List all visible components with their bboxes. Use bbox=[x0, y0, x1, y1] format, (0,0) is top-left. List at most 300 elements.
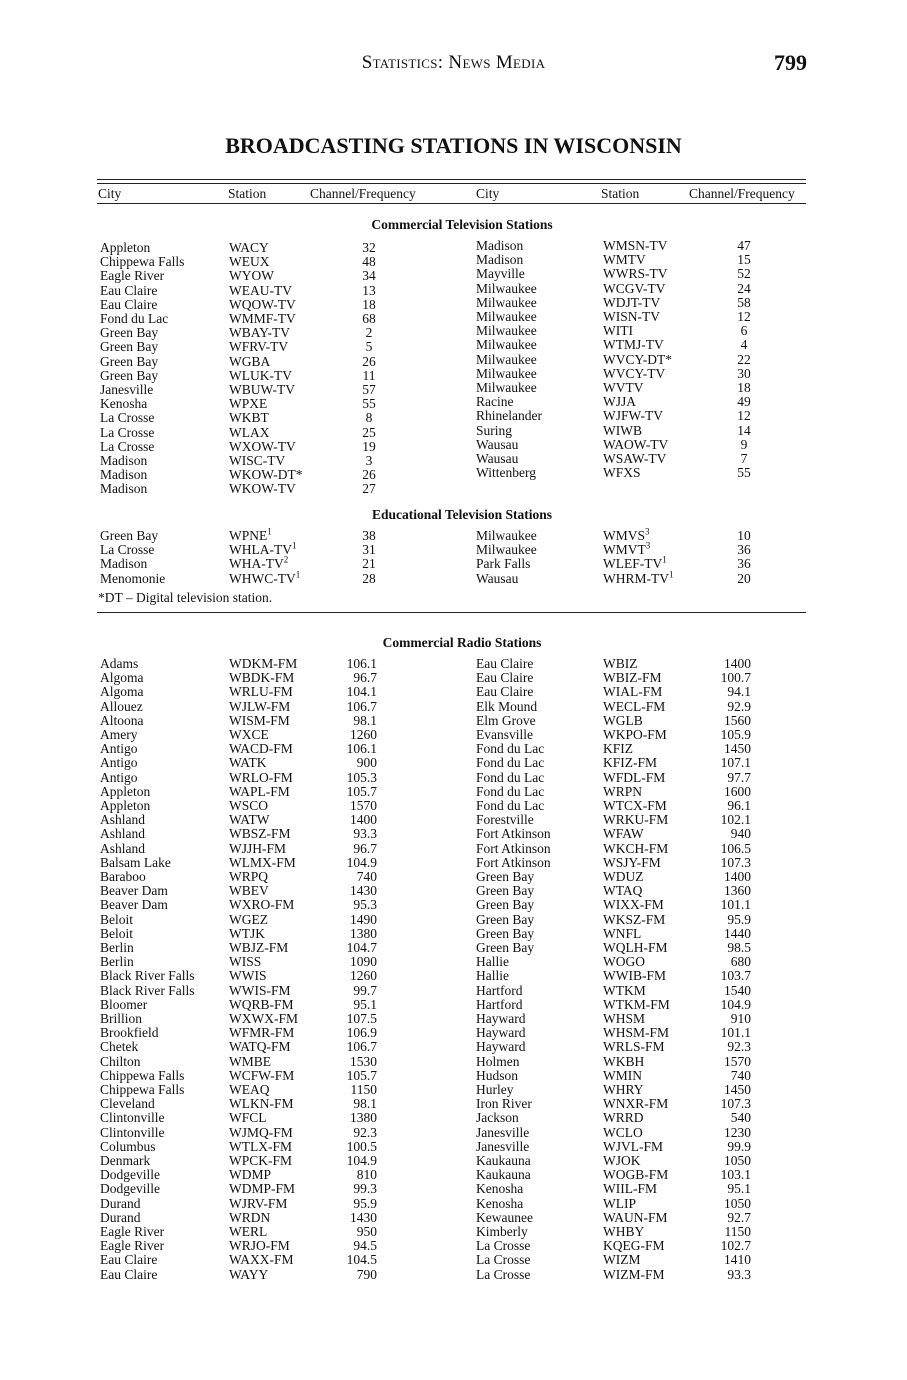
frequency-cell: 24 bbox=[737, 280, 751, 296]
frequency-cell: 900 bbox=[356, 755, 377, 771]
frequency-cell: 34 bbox=[362, 268, 376, 284]
frequency-cell: 95.9 bbox=[353, 1195, 377, 1211]
station-cell: WLKN-FM bbox=[229, 1096, 294, 1112]
city-cell: Milwaukee bbox=[476, 323, 537, 339]
table-row bbox=[0, 1097, 907, 1111]
station-cell: WNXR-FM bbox=[603, 1096, 669, 1112]
station-cell: WBAY-TV bbox=[229, 325, 291, 341]
city-cell: Madison bbox=[476, 238, 524, 253]
station-cell: WWIS bbox=[229, 968, 267, 984]
station-cell: WJMQ-FM bbox=[229, 1124, 293, 1140]
frequency-cell: 1530 bbox=[350, 1053, 377, 1069]
frequency-cell: 8 bbox=[365, 410, 373, 426]
frequency-cell: 49 bbox=[737, 394, 751, 410]
city-cell: Eau Claire bbox=[100, 1252, 158, 1268]
station-cell: WTKM bbox=[603, 982, 646, 998]
frequency-cell: 38 bbox=[362, 528, 376, 543]
city-cell: Hartford bbox=[476, 996, 523, 1012]
table-row bbox=[0, 685, 907, 699]
city-cell: Denmark bbox=[100, 1153, 151, 1168]
frequency-cell: 680 bbox=[730, 954, 751, 970]
station-cell: WDJT-TV bbox=[603, 294, 661, 310]
station-cell: WJLW-FM bbox=[229, 698, 291, 714]
city-cell: Beaver Dam bbox=[100, 897, 168, 913]
frequency-cell: 92.7 bbox=[727, 1209, 751, 1225]
frequency-cell: 1230 bbox=[724, 1124, 751, 1140]
city-cell: Fond du Lac bbox=[476, 755, 545, 771]
frequency-cell: 810 bbox=[356, 1167, 377, 1183]
station-cell: WISM-FM bbox=[229, 712, 290, 728]
frequency-cell: 18 bbox=[362, 296, 376, 312]
frequency-cell: 107.1 bbox=[720, 755, 751, 771]
station-cell: WRLO-FM bbox=[229, 769, 293, 785]
city-cell: Brillion bbox=[100, 1011, 143, 1026]
frequency-cell: 950 bbox=[356, 1224, 377, 1239]
city-cell: Green Bay bbox=[476, 911, 535, 927]
table-row bbox=[0, 353, 907, 367]
station-cell: WATW bbox=[229, 812, 270, 828]
column-header-station: Station bbox=[228, 186, 267, 201]
footnote-mark: 1 bbox=[662, 554, 667, 565]
station-cell: WTJK bbox=[229, 925, 265, 941]
city-cell: Kewaunee bbox=[476, 1209, 533, 1225]
frequency-cell: 30 bbox=[737, 365, 751, 381]
station-cell: WPCK-FM bbox=[229, 1153, 293, 1168]
table-row bbox=[0, 1040, 907, 1054]
city-cell: Janesville bbox=[476, 1124, 530, 1140]
city-cell: Milwaukee bbox=[476, 309, 537, 324]
city-cell: Algoma bbox=[100, 684, 144, 700]
frequency-cell: 3 bbox=[365, 453, 373, 468]
table-row bbox=[0, 884, 907, 898]
frequency-cell: 107.3 bbox=[720, 1096, 751, 1112]
frequency-cell: 101.1 bbox=[720, 1025, 751, 1041]
station-cell: WDMP-FM bbox=[229, 1181, 296, 1197]
header-rule bbox=[97, 203, 806, 204]
city-cell: La Crosse bbox=[100, 410, 155, 426]
footnote-mark: 3 bbox=[645, 526, 650, 537]
city-cell: Green Bay bbox=[100, 325, 159, 341]
table-row bbox=[0, 998, 907, 1012]
station-cell: WHLA-$TV^1$ bbox=[229, 540, 297, 558]
footnote: *DT – Digital television station. bbox=[98, 590, 273, 605]
frequency-cell: 106.9 bbox=[346, 1025, 377, 1041]
station-cell: KQEG-FM bbox=[603, 1238, 665, 1254]
frequency-cell: 47 bbox=[737, 238, 751, 253]
station-cell: WOGO bbox=[603, 954, 645, 970]
station-cell: WFAW bbox=[603, 826, 644, 842]
frequency-cell: 1400 bbox=[724, 656, 751, 671]
frequency-cell: 1150 bbox=[350, 1082, 377, 1097]
frequency-cell: 1090 bbox=[350, 954, 377, 970]
frequency-cell: 9 bbox=[740, 436, 748, 452]
city-cell: Hartford bbox=[476, 982, 523, 998]
city-cell: Park Falls bbox=[476, 556, 531, 572]
frequency-cell: 96.7 bbox=[353, 670, 377, 686]
frequency-cell: 1490 bbox=[350, 911, 377, 927]
city-cell: Madison bbox=[100, 481, 148, 497]
city-cell: Wausau bbox=[476, 451, 519, 466]
frequency-cell: 1380 bbox=[350, 925, 377, 941]
table-row bbox=[0, 1168, 907, 1182]
station-cell: WTLX-FM bbox=[229, 1138, 292, 1154]
station-cell: WAPL-FM bbox=[229, 783, 290, 799]
frequency-cell: 12 bbox=[737, 408, 751, 424]
frequency-cell: 96.1 bbox=[727, 798, 751, 813]
frequency-cell: 1600 bbox=[724, 783, 751, 799]
table-row bbox=[0, 1083, 907, 1097]
city-cell: Kimberly bbox=[476, 1224, 528, 1239]
city-cell: Hayward bbox=[476, 1039, 526, 1055]
column-header-station: Station bbox=[601, 186, 640, 201]
table-row bbox=[0, 482, 907, 496]
table-row bbox=[0, 1239, 907, 1253]
frequency-cell: 95.9 bbox=[727, 911, 751, 927]
city-cell: Dodgeville bbox=[100, 1181, 160, 1197]
table-row bbox=[0, 424, 907, 438]
station-cell: WIIL-FM bbox=[603, 1181, 657, 1197]
city-cell: La Crosse bbox=[476, 1252, 531, 1268]
station-cell: WOGB-FM bbox=[603, 1167, 669, 1183]
frequency-cell: 92.9 bbox=[727, 698, 751, 714]
frequency-cell: 48 bbox=[362, 254, 376, 270]
city-cell: Milwaukee bbox=[476, 337, 537, 353]
city-cell: Fond du Lac bbox=[476, 741, 545, 757]
station-cell: WFXS bbox=[603, 465, 641, 481]
station-cell: WHBY bbox=[603, 1224, 645, 1239]
city-cell: Columbus bbox=[100, 1138, 156, 1154]
table-row bbox=[0, 657, 907, 671]
frequency-cell: 102.7 bbox=[720, 1238, 751, 1254]
section-title-educational-tv: Educational Television Stations bbox=[371, 507, 553, 522]
station-cell: WNFL bbox=[603, 925, 642, 941]
frequency-cell: 1400 bbox=[350, 812, 377, 828]
frequency-cell: 1570 bbox=[724, 1053, 751, 1069]
city-cell: Hayward bbox=[476, 1025, 526, 1041]
station-cell: WKOW-DT* bbox=[229, 467, 303, 483]
station-cell: WKCH-FM bbox=[603, 840, 669, 856]
table-row bbox=[0, 700, 907, 714]
city-cell: Iron River bbox=[476, 1096, 532, 1112]
city-cell: Hurley bbox=[476, 1082, 514, 1097]
city-cell: Bloomer bbox=[100, 996, 148, 1012]
city-cell: Eagle River bbox=[100, 1238, 165, 1254]
frequency-cell: 95.3 bbox=[353, 897, 377, 913]
city-cell: Chippewa Falls bbox=[100, 1082, 185, 1097]
table-row bbox=[0, 367, 907, 381]
table-row bbox=[0, 452, 907, 466]
city-cell: Eau Claire bbox=[476, 670, 534, 686]
city-cell: Berlin bbox=[100, 954, 134, 970]
station-cell: WKPO-FM bbox=[603, 727, 667, 742]
frequency-cell: 27 bbox=[362, 481, 376, 497]
station-cell: WBSZ-FM bbox=[229, 826, 291, 842]
frequency-cell: 98.1 bbox=[353, 1096, 377, 1112]
table-row bbox=[0, 913, 907, 927]
frequency-cell: 11 bbox=[362, 367, 376, 383]
city-cell: Janesville bbox=[100, 382, 154, 397]
table-row bbox=[0, 842, 907, 856]
station-cell: WJRV-FM bbox=[229, 1195, 288, 1211]
top-rule bbox=[97, 179, 806, 180]
column-header-city: City bbox=[476, 186, 500, 201]
station-cell: WBDK-FM bbox=[229, 670, 295, 686]
station-cell: WCGV-TV bbox=[603, 280, 666, 296]
station-cell: WVCY-DT* bbox=[603, 351, 672, 367]
frequency-cell: 105.7 bbox=[346, 783, 377, 799]
frequency-cell: 18 bbox=[737, 380, 751, 395]
station-cell: WGLB bbox=[603, 712, 643, 728]
frequency-cell: 106.7 bbox=[346, 698, 377, 714]
city-cell: Fond du Lac bbox=[476, 798, 545, 813]
station-cell: WIAL-FM bbox=[603, 684, 663, 700]
station-cell: WACD-FM bbox=[229, 741, 293, 757]
frequency-cell: 55 bbox=[362, 396, 376, 412]
station-cell: WHRY bbox=[603, 1082, 644, 1097]
station-cell: WWIS-FM bbox=[229, 982, 291, 998]
table-row bbox=[0, 438, 907, 452]
station-cell: WCFW-FM bbox=[229, 1067, 295, 1083]
station-cell: WHSM bbox=[603, 1011, 646, 1026]
station-cell: WFCL bbox=[229, 1110, 267, 1126]
station-cell: WRRD bbox=[603, 1110, 644, 1126]
station-cell: WISS bbox=[229, 954, 262, 970]
section-title-commercial-tv: Commercial Television Stations bbox=[371, 217, 553, 232]
frequency-cell: 10 bbox=[737, 528, 751, 543]
section-title-commercial-radio: Commercial Radio Stations bbox=[382, 635, 542, 650]
frequency-cell: 106.1 bbox=[346, 656, 377, 671]
city-cell: Milwaukee bbox=[476, 280, 537, 296]
frequency-cell: 99.9 bbox=[727, 1138, 751, 1154]
station-cell: WBIZ-FM bbox=[603, 670, 662, 686]
frequency-cell: 1430 bbox=[350, 1209, 377, 1225]
frequency-cell: 1380 bbox=[350, 1110, 377, 1126]
city-cell: Rhinelander bbox=[476, 408, 542, 424]
city-cell: Durand bbox=[100, 1195, 141, 1211]
frequency-cell: 1540 bbox=[724, 982, 751, 998]
station-cell: WJFW-TV bbox=[603, 408, 663, 424]
frequency-cell: 52 bbox=[737, 266, 751, 282]
frequency-cell: 104.7 bbox=[346, 940, 377, 955]
city-cell: Altoona bbox=[100, 712, 144, 728]
table-row bbox=[0, 1154, 907, 1168]
table-row bbox=[0, 381, 907, 395]
station-cell: WATK bbox=[229, 755, 267, 771]
station-cell: WEAU-TV bbox=[229, 282, 292, 298]
frequency-cell: 98.1 bbox=[353, 712, 377, 728]
frequency-cell: 104.9 bbox=[346, 1153, 377, 1168]
city-cell: Appleton bbox=[100, 240, 151, 255]
city-cell: Green Bay bbox=[476, 897, 535, 913]
city-cell: Wausau bbox=[476, 570, 519, 586]
table-row bbox=[0, 728, 907, 742]
table-row bbox=[0, 771, 907, 785]
station-cell: WGEZ bbox=[229, 911, 268, 927]
city-cell: Green Bay bbox=[476, 925, 535, 941]
city-cell: Clintonville bbox=[100, 1124, 165, 1140]
city-cell: La Crosse bbox=[476, 1266, 531, 1282]
table-row bbox=[0, 1140, 907, 1154]
city-cell: Durand bbox=[100, 1209, 141, 1225]
table-row bbox=[0, 1268, 907, 1282]
frequency-cell: 1260 bbox=[350, 727, 377, 742]
station-cell: WVCY-TV bbox=[603, 365, 666, 381]
station-cell: WLAX bbox=[229, 424, 270, 440]
frequency-cell: 940 bbox=[730, 826, 751, 842]
frequency-cell: 107.3 bbox=[720, 854, 751, 870]
station-cell: WEUX bbox=[229, 254, 270, 270]
city-cell: Green Bay bbox=[100, 528, 159, 543]
frequency-cell: 1430 bbox=[350, 883, 377, 899]
frequency-cell: 106.1 bbox=[346, 741, 377, 757]
city-cell: Green Bay bbox=[100, 367, 159, 383]
city-cell: Chippewa Falls bbox=[100, 254, 185, 270]
frequency-cell: 103.7 bbox=[720, 968, 751, 984]
table-row bbox=[0, 714, 907, 728]
table-row bbox=[0, 799, 907, 813]
frequency-cell: 1560 bbox=[724, 712, 751, 728]
table-row bbox=[0, 394, 907, 412]
city-cell: Janesville bbox=[476, 1138, 530, 1154]
station-cell: WERL bbox=[229, 1224, 268, 1239]
frequency-cell: 96.7 bbox=[353, 840, 377, 856]
table-row bbox=[0, 671, 907, 685]
station-cell: WRLS-FM bbox=[603, 1039, 665, 1055]
city-cell: Black River Falls bbox=[100, 968, 195, 984]
city-cell: Fond du Lac bbox=[476, 769, 545, 785]
station-cell: WAUN-FM bbox=[603, 1209, 668, 1225]
table-row bbox=[0, 1253, 907, 1267]
station-cell: WWIB-FM bbox=[603, 968, 666, 984]
city-cell: Green Bay bbox=[100, 353, 159, 369]
station-cell: WSAW-TV bbox=[603, 451, 667, 466]
city-cell: Appleton bbox=[100, 798, 151, 813]
city-cell: La Crosse bbox=[100, 542, 155, 558]
frequency-cell: 790 bbox=[356, 1266, 377, 1282]
table-row bbox=[0, 927, 907, 941]
frequency-cell: 68 bbox=[362, 311, 376, 326]
city-cell: Fort Atkinson bbox=[476, 826, 551, 842]
station-cell: WKBH bbox=[603, 1053, 645, 1069]
station-cell: WXWX-FM bbox=[229, 1011, 298, 1026]
frequency-cell: 15 bbox=[737, 252, 751, 268]
station-cell: WACY bbox=[229, 240, 269, 255]
frequency-cell: 105.7 bbox=[346, 1067, 377, 1083]
station-cell: WKOW-TV bbox=[229, 481, 296, 497]
city-cell: Madison bbox=[100, 467, 148, 483]
station-cell: WQLH-FM bbox=[603, 940, 668, 955]
footnote-mark: 2 bbox=[283, 554, 289, 565]
city-cell: Beloit bbox=[100, 911, 133, 927]
city-cell: Dodgeville bbox=[100, 1167, 160, 1183]
city-cell: Hallie bbox=[476, 968, 509, 984]
table-row bbox=[0, 408, 907, 426]
station-cell: WMVT$^3$ bbox=[603, 540, 651, 558]
city-cell: La Crosse bbox=[476, 1238, 531, 1254]
frequency-cell: 910 bbox=[730, 1011, 751, 1026]
city-cell: Ashland bbox=[100, 840, 145, 856]
table-row bbox=[0, 526, 907, 543]
city-cell: Fort Atkinson bbox=[476, 840, 551, 856]
frequency-cell: 1360 bbox=[724, 883, 751, 899]
city-cell: Eau Claire bbox=[100, 1266, 158, 1282]
column-header-frequency: Channel/Frequency bbox=[689, 186, 795, 201]
table-row bbox=[0, 1026, 907, 1040]
city-cell: Antigo bbox=[100, 755, 138, 771]
city-cell: La Crosse bbox=[100, 424, 155, 440]
city-cell: Madison bbox=[100, 556, 148, 572]
table-row bbox=[0, 569, 907, 586]
city-cell: Racine bbox=[476, 394, 514, 410]
table-row bbox=[0, 1069, 907, 1083]
city-cell: Black River Falls bbox=[100, 982, 195, 998]
table-row bbox=[0, 1197, 907, 1211]
station-cell: WPNE$^1$ bbox=[229, 526, 272, 543]
station-cell: WQRB-FM bbox=[229, 996, 294, 1012]
city-cell: Beloit bbox=[100, 925, 133, 941]
frequency-cell: 22 bbox=[737, 351, 751, 367]
station-cell: WTMJ-TV bbox=[603, 337, 664, 353]
station-cell: WIXX-FM bbox=[603, 897, 664, 913]
frequency-cell: 95.1 bbox=[727, 1181, 751, 1197]
station-cell: WTAQ bbox=[603, 883, 643, 899]
table-row bbox=[0, 827, 907, 841]
frequency-cell: 36 bbox=[737, 542, 751, 558]
section-rule bbox=[97, 612, 806, 613]
city-cell: Madison bbox=[100, 453, 148, 468]
city-cell: Madison bbox=[476, 252, 524, 268]
city-cell: Milwaukee bbox=[476, 542, 537, 558]
frequency-cell: 105.9 bbox=[720, 727, 751, 742]
frequency-cell: 21 bbox=[362, 556, 376, 572]
station-cell: WBIZ bbox=[603, 656, 638, 671]
station-cell: WLUK-TV bbox=[229, 367, 292, 383]
top-rule-double bbox=[97, 183, 806, 184]
table-row bbox=[0, 813, 907, 827]
city-cell: Milwaukee bbox=[476, 365, 537, 381]
frequency-cell: 2 bbox=[365, 325, 373, 341]
table-row bbox=[0, 465, 907, 483]
frequency-cell: 99.3 bbox=[353, 1181, 377, 1197]
city-cell: Berlin bbox=[100, 940, 134, 955]
table-row bbox=[0, 1182, 907, 1196]
station-cell: WTCX-FM bbox=[603, 798, 667, 813]
footnote-mark: 1 bbox=[295, 569, 301, 580]
station-cell: WIWB bbox=[603, 422, 642, 438]
table-row bbox=[0, 1111, 907, 1125]
table-row bbox=[0, 337, 907, 355]
city-cell: Chetek bbox=[100, 1039, 139, 1055]
frequency-cell: 98.5 bbox=[727, 940, 751, 955]
station-cell: WAYY bbox=[229, 1266, 269, 1282]
city-cell: Milwaukee bbox=[476, 528, 537, 543]
city-cell: Eagle River bbox=[100, 1224, 165, 1239]
city-cell: Milwaukee bbox=[476, 351, 537, 367]
station-cell: WSJY-FM bbox=[603, 854, 661, 870]
frequency-cell: 104.1 bbox=[346, 684, 377, 700]
frequency-cell: 740 bbox=[356, 869, 377, 884]
table-row bbox=[0, 856, 907, 870]
city-cell: Baraboo bbox=[100, 869, 146, 884]
table-row bbox=[0, 252, 907, 270]
station-cell: WIZM bbox=[603, 1252, 641, 1268]
frequency-cell: 1050 bbox=[724, 1153, 751, 1168]
frequency-cell: 26 bbox=[362, 467, 376, 483]
station-cell: WPXE bbox=[229, 396, 268, 412]
footnote-mark: 3 bbox=[645, 540, 651, 551]
frequency-cell: 740 bbox=[730, 1067, 751, 1083]
city-cell: Milwaukee bbox=[476, 380, 537, 395]
